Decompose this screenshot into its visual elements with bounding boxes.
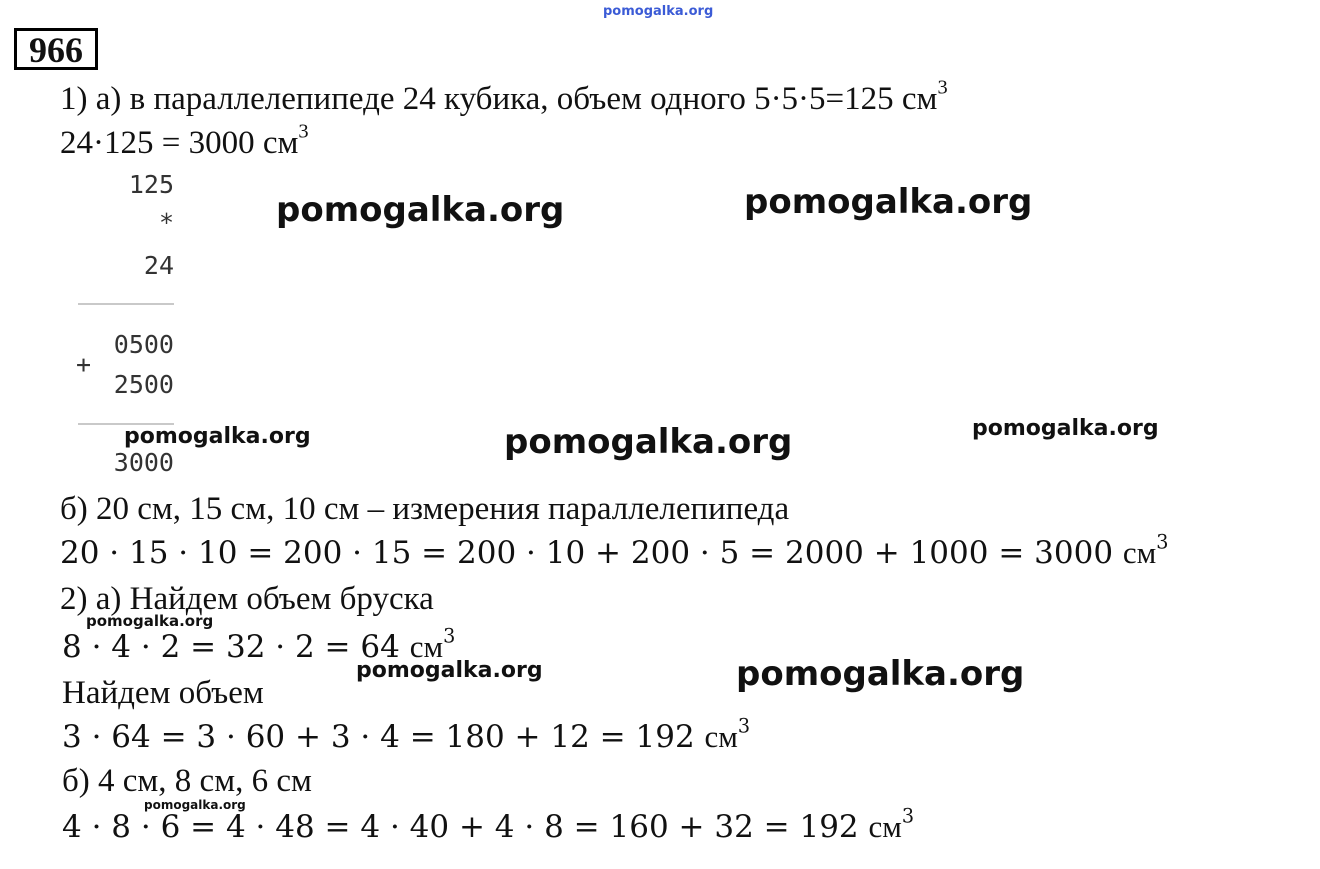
line-2b: б) 4 см, 8 см, 6 см <box>62 763 312 799</box>
exponent: 3 <box>901 804 915 828</box>
site-label[interactable]: pomogalka.org <box>603 4 714 19</box>
column-second: 24 <box>143 251 174 280</box>
column-plus: + <box>76 350 92 379</box>
line-1b-text: 24·125 = 3000 см <box>60 125 299 161</box>
line-2a: 2) а) Найдем объем бруска <box>60 581 434 617</box>
line-1-b-dims: б) 20 см, 15 см, 10 см – измерения параллелепипеда <box>60 491 790 527</box>
watermark: pomogalka.org <box>356 658 543 683</box>
line-2a-calc-2 <box>62 714 751 756</box>
watermark: pomogalka.org <box>276 190 565 230</box>
watermark: pomogalka.org <box>504 422 793 462</box>
column-partial-2: 2500 <box>113 370 174 399</box>
watermark: pomogalka.org <box>124 424 311 449</box>
line-2a-calc-2-text: 3 · 64 = 3 · 60 + 3 · 4 = 180 + 12 = 192 <box>62 719 695 755</box>
column-partial-1: 0500 <box>113 330 174 359</box>
line-1a-text: 1) а) в параллелепипеде 24 кубика, объем одного 5·5·5=125 см <box>60 81 938 117</box>
line-1a <box>60 76 948 118</box>
unit: см <box>704 719 738 754</box>
unit: см <box>409 629 444 664</box>
column-result: 3000 <box>113 448 174 477</box>
column-rule-1 <box>78 303 174 305</box>
watermark: pomogalka.org <box>144 798 246 812</box>
line-2a-find: Найдем объем <box>62 675 264 711</box>
column-top: 125 <box>128 170 174 199</box>
exponent: 3 <box>737 714 751 738</box>
watermark: pomogalka.org <box>86 612 214 630</box>
watermark: pomogalka.org <box>736 654 1025 694</box>
column-op: * <box>158 208 174 237</box>
unit: см <box>1122 535 1157 570</box>
exponent: 3 <box>937 76 948 99</box>
exponent: 3 <box>443 624 456 648</box>
exponent: 3 <box>298 120 309 143</box>
line-2b-calc-text: 4 · 8 · 6 = 4 · 48 = 4 · 40 + 4 · 8 = 160 + 32 = 192 <box>62 809 859 845</box>
exponent: 3 <box>1156 530 1169 554</box>
watermark: pomogalka.org <box>972 416 1159 441</box>
line-1-b-calc-text: 20 · 15 · 10 = 200 · 15 = 200 · 10 + 200 · 5 = 2000 + 1000 = 3000 <box>60 535 1114 571</box>
line-1-b-calc <box>60 530 1169 572</box>
line-2a-calc-text: 8 · 4 · 2 = 32 · 2 = 64 <box>62 629 400 665</box>
line-1b <box>60 120 309 162</box>
problem-number: 966 <box>14 28 98 70</box>
unit: см <box>868 809 902 844</box>
watermark: pomogalka.org <box>744 182 1033 222</box>
